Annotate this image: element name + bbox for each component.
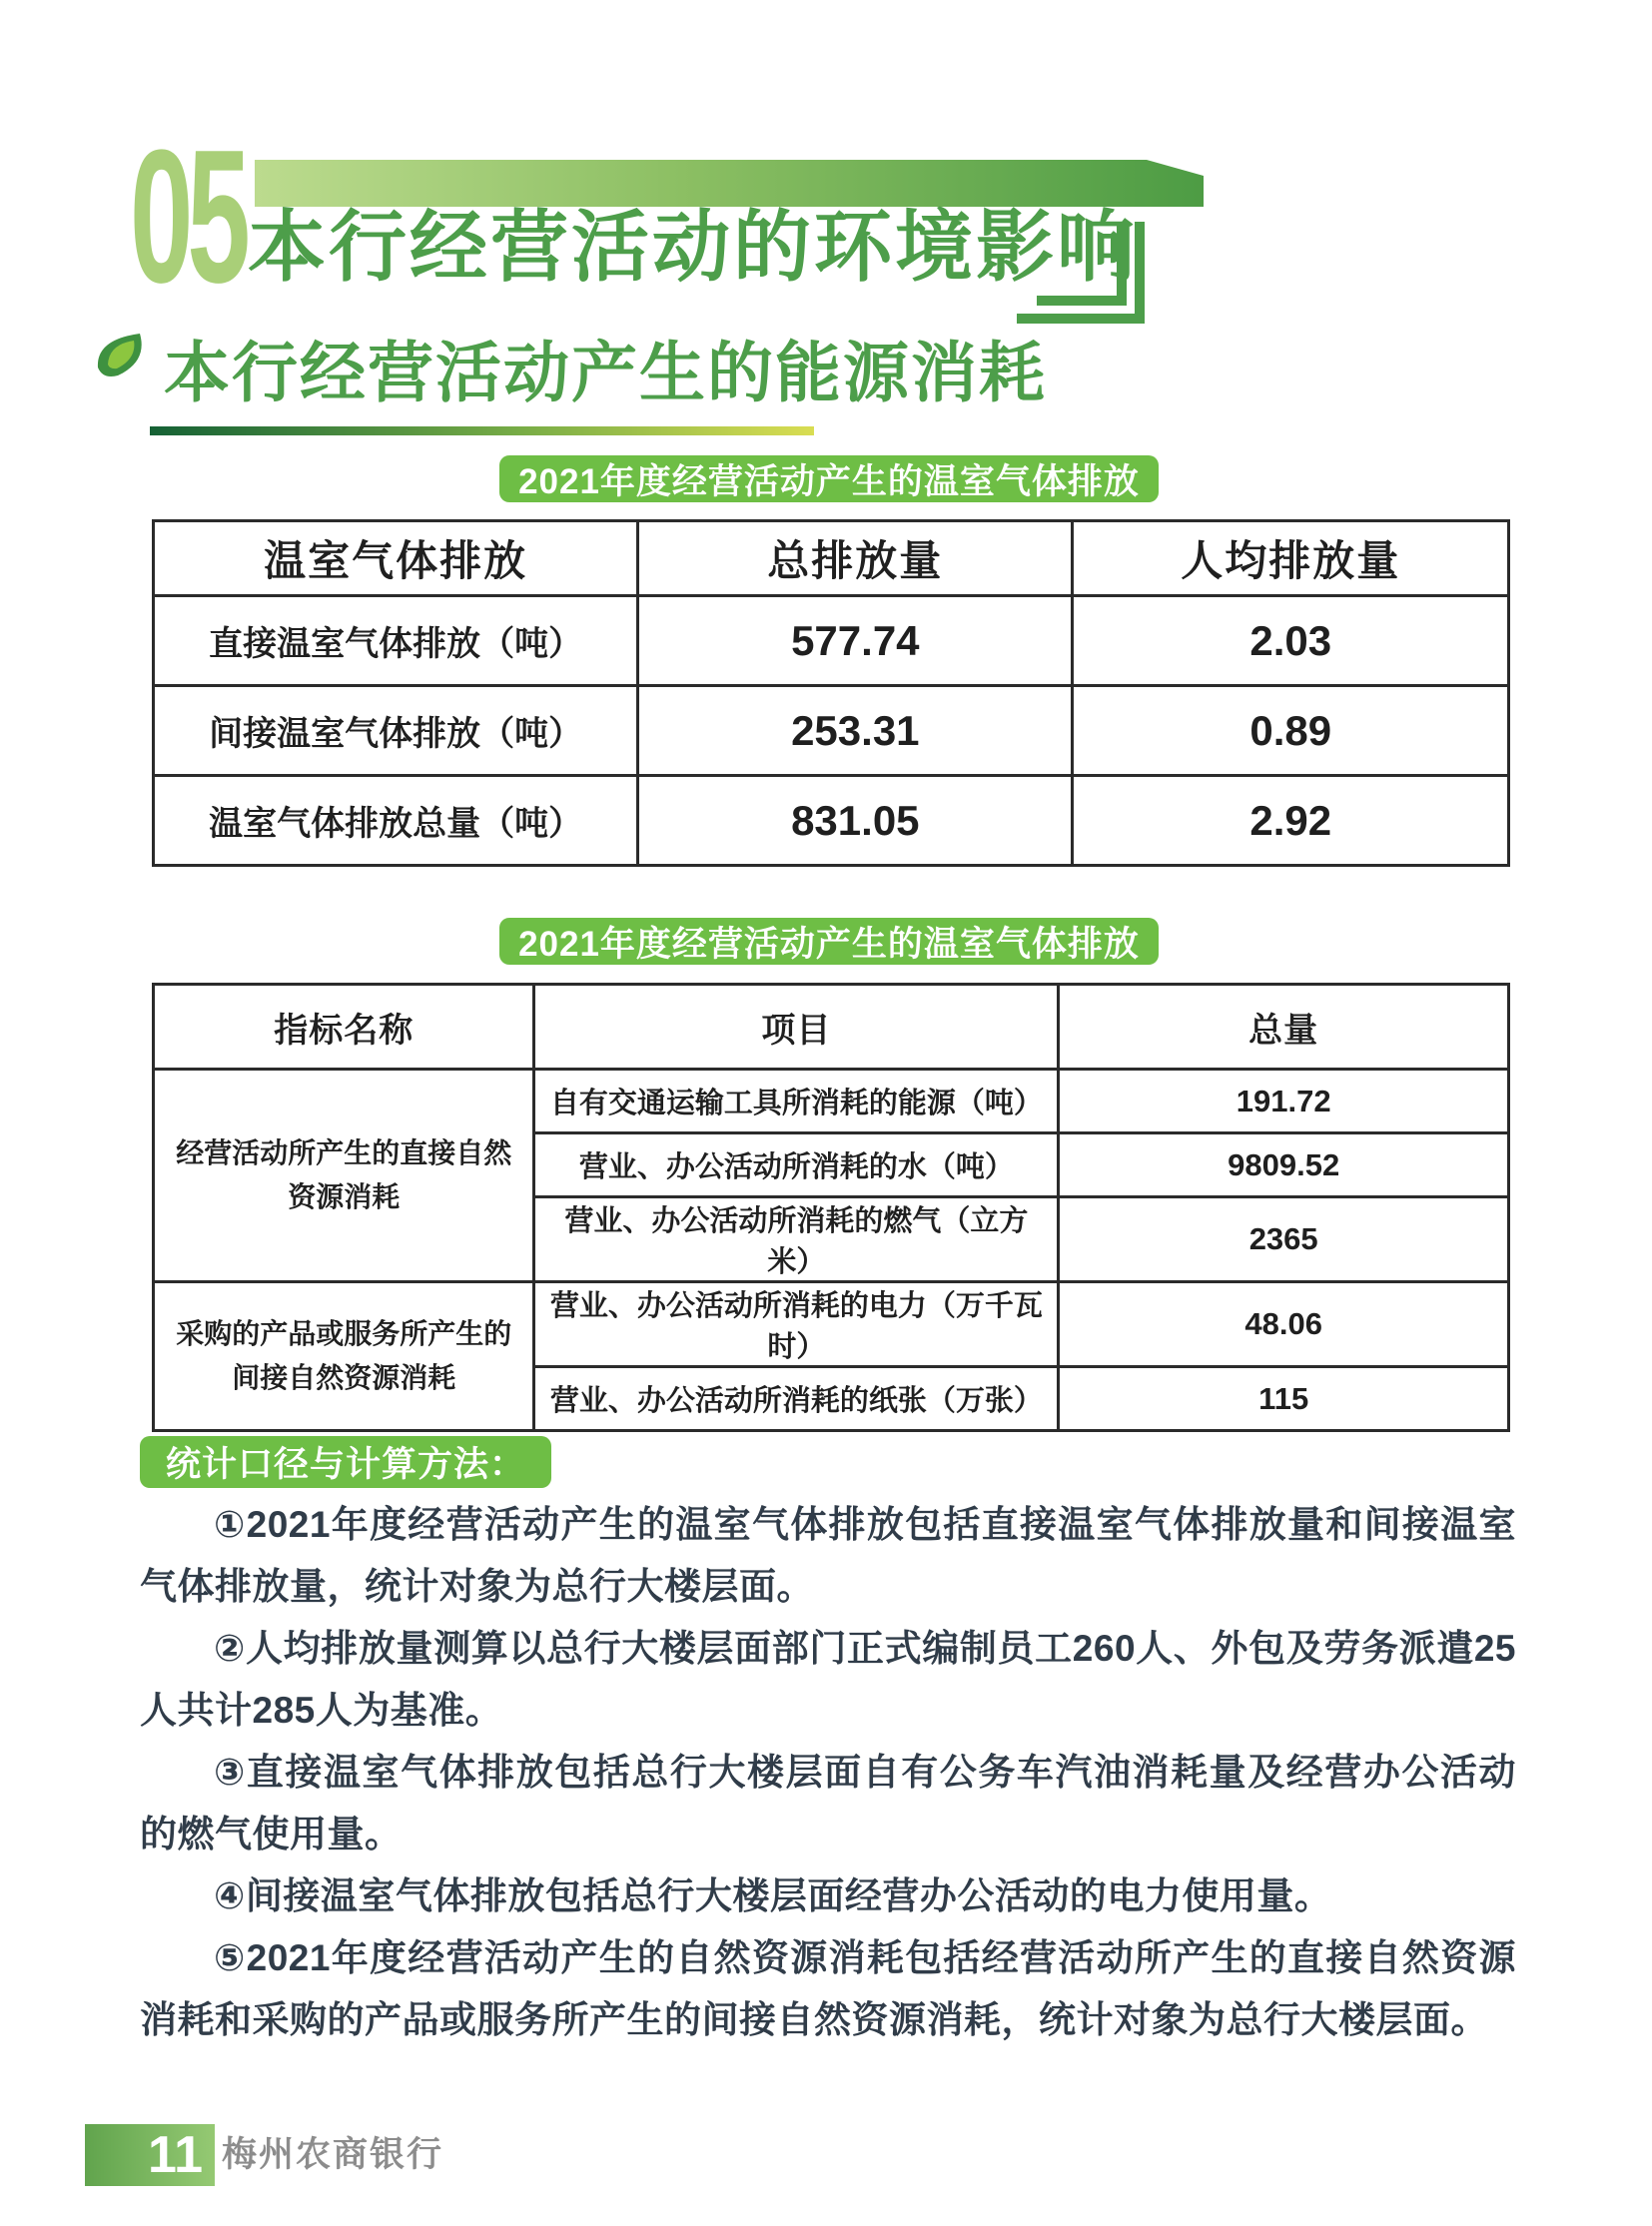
total-cell: 2365: [1059, 1197, 1509, 1282]
column-header: 总排放量: [638, 521, 1073, 596]
leaf-icon: [92, 330, 156, 387]
note-paragraph: ②人均排放量测算以总行大楼层面部门正式编制员工260人、外包及劳务派遣25人共计285人为基准。: [140, 1628, 1516, 1731]
column-header: 指标名称: [154, 985, 534, 1070]
project-cell: 营业、办公活动所消耗的纸张（万张）: [534, 1367, 1059, 1431]
note-paragraph: ⑤2021年度经营活动产生的自然资源消耗包括经营活动所产生的直接自然资源消耗和采购的产品或服务所产生的间接自然资源消耗，统计对象为总行大楼层面。: [140, 1937, 1516, 2040]
per-capita-cell: 0.89: [1073, 686, 1509, 776]
column-header: 温室气体排放: [154, 521, 638, 596]
note-paragraph: ③直接温室气体排放包括总行大楼层面自有公务车汽油消耗量及经营办公活动的燃气使用量。: [140, 1752, 1516, 1855]
table-row: [154, 1282, 1509, 1367]
table-row: [154, 776, 1509, 866]
indicator-group-cell: 采购的产品或服务所产生的间接自然资源消耗: [154, 1282, 534, 1431]
notes-badge: 统计口径与计算方法：: [140, 1436, 551, 1488]
note-paragraph: ④间接温室气体排放包括总行大楼层面经营办公活动的电力使用量。: [214, 1875, 1332, 1916]
table-header-row: [154, 521, 1509, 596]
total-cell: 9809.52: [1059, 1133, 1509, 1197]
ghg-emissions-table: [152, 519, 1510, 867]
total-cell: 191.72: [1059, 1070, 1509, 1133]
resource-table-banner: 2021年度经营活动产生的温室气体排放: [499, 918, 1159, 965]
page-number: 11: [148, 2126, 203, 2184]
ghg-table-banner: 2021年度经营活动产生的温室气体排放: [499, 455, 1159, 502]
total-cell: 577.74: [638, 596, 1073, 686]
per-capita-cell: 2.03: [1073, 596, 1509, 686]
total-cell: 831.05: [638, 776, 1073, 866]
bank-name: 梅州农商银行: [222, 2135, 444, 2174]
section-underline-decoration: [150, 426, 814, 435]
total-cell: 115: [1059, 1367, 1509, 1431]
total-cell: 48.06: [1059, 1282, 1509, 1367]
table-row: [154, 596, 1509, 686]
project-cell: 营业、办公活动所消耗的电力（万千瓦时）: [534, 1282, 1059, 1367]
indicator-group-cell: 经营活动所产生的直接自然资源消耗: [154, 1070, 534, 1282]
indicator-cell: 直接温室气体排放（吨）: [154, 596, 638, 686]
indicator-cell: 间接温室气体排放（吨）: [154, 686, 638, 776]
indicator-cell: 温室气体排放总量（吨）: [154, 776, 638, 866]
chapter-number: 05: [130, 111, 245, 323]
page-number-box: [85, 2124, 215, 2186]
corner-bracket-inner-decoration: [1037, 222, 1127, 306]
section-title: 本行经营活动产生的能源消耗: [164, 336, 1047, 409]
table-row: [154, 686, 1509, 776]
per-capita-cell: 2.92: [1073, 776, 1509, 866]
project-cell: 自有交通运输工具所消耗的能源（吨）: [534, 1070, 1059, 1133]
chapter-title: 本行经营活动的环境影响: [248, 203, 1139, 291]
column-header: 总量: [1059, 985, 1509, 1070]
resource-consumption-table: [152, 983, 1510, 1432]
total-cell: 253.31: [638, 686, 1073, 776]
notes-section: [140, 1494, 1516, 2051]
table-row: [154, 1070, 1509, 1133]
column-header: 项目: [534, 985, 1059, 1070]
project-cell: 营业、办公活动所消耗的燃气（立方米）: [534, 1197, 1059, 1282]
column-header: 人均排放量: [1073, 521, 1509, 596]
note-paragraph: ①2021年度经营活动产生的温室气体排放包括直接温室气体排放量和间接温室气体排放量，统计对象为总行大楼层面。: [140, 1504, 1516, 1607]
project-cell: 营业、办公活动所消耗的水（吨）: [534, 1133, 1059, 1197]
table-header-row: [154, 985, 1509, 1070]
